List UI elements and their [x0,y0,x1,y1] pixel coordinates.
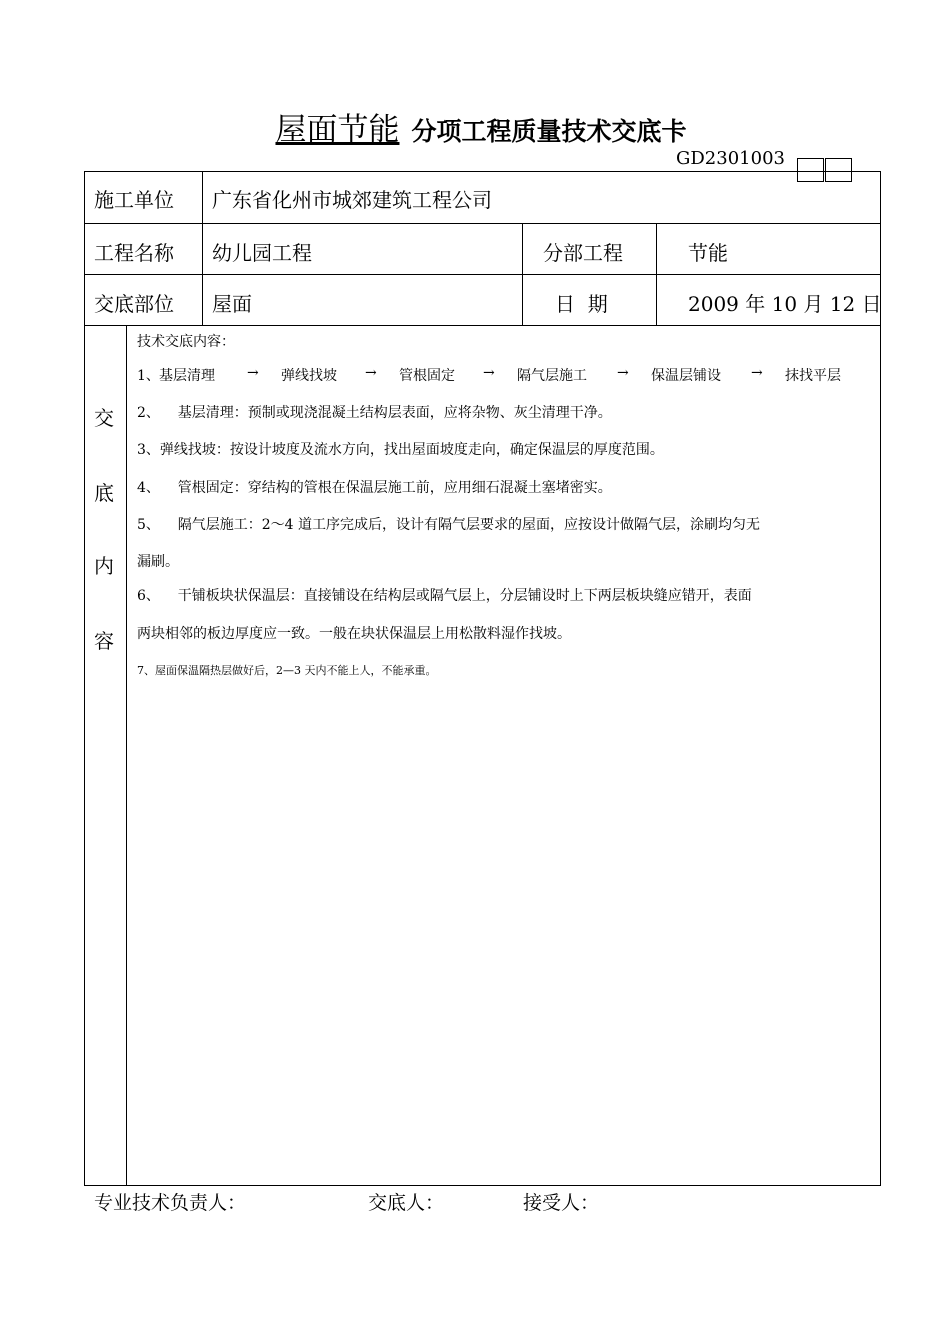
col-divider-right [656,223,657,325]
date-label: 日 期 [555,292,608,316]
form-table [84,171,881,1186]
item-5-line-2: 漏刷。 [137,554,179,570]
discloser-signature-label: 交底人： [368,1192,445,1214]
side-label-char-2: 底 [94,481,114,505]
arrow-icon: → [751,365,763,381]
row-divider-3 [84,325,881,326]
title-sub: 分项工程质量技术交底卡 [411,117,687,146]
part-label: 交底部位 [94,292,174,316]
part-value: 屋面 [212,292,252,316]
content-heading: 技术交底内容： [137,334,235,350]
step-1: 基层清理 [159,368,215,384]
side-label-char-3: 内 [94,554,114,578]
item-5-line-1: 5、 隔气层施工：2～4 道工序完成后，设计有隔气层要求的屋面，应按设计做隔气层，涂刷均匀无 [137,517,760,533]
row-divider-1 [84,223,881,224]
document-code: GD2301003 [676,148,785,169]
arrow-icon: → [247,365,259,381]
item-7: 7、屋面保温隔热层做好后，2—3 天内不能上人，不能承重。 [137,664,437,677]
item-3: 3、弹线找坡：按设计坡度及流水方向，找出屋面坡度走向，确定保温层的厚度范围。 [137,442,664,458]
step-5: 保温层铺设 [651,368,721,384]
step-6: 抹找平层 [785,368,841,384]
project-label: 工程名称 [94,241,174,265]
receiver-signature-label: 接受人： [523,1192,600,1214]
col-divider-side [126,325,127,1186]
arrow-icon: → [617,365,629,381]
row-divider-2 [84,274,881,275]
side-label-char-4: 容 [94,629,114,653]
date-value: 2009 年 10 月 12 日 [688,292,882,316]
side-label-char-1: 交 [94,406,114,430]
project-value: 幼儿园工程 [212,241,312,265]
unit-value: 广东省化州市城郊建筑工程公司 [212,188,492,212]
arrow-icon: → [365,365,377,381]
step-prefix: 1、 [137,368,160,384]
step-3: 管根固定 [399,368,455,384]
item-2: 2、 基层清理：预制或现浇混凝土结构层表面，应将杂物、灰尘清理干净。 [137,405,612,421]
col-divider-mid [522,223,523,325]
step-2: 弹线找坡 [281,368,337,384]
unit-label: 施工单位 [94,188,174,212]
division-value: 节能 [688,241,728,265]
arrow-icon: → [483,365,495,381]
tech-lead-signature-label: 专业技术负责人： [94,1192,247,1214]
division-label: 分部工程 [543,241,623,265]
item-6-line-2: 两块相邻的板边厚度应一致。一般在块状保温层上用松散料湿作找坡。 [137,626,571,642]
step-4: 隔气层施工 [517,368,587,384]
item-4: 4、 管根固定：穿结构的管根在保温层施工前，应用细石混凝土塞堵密实。 [137,480,612,496]
title-main: 屋面节能 [275,112,400,148]
col-divider-label [202,171,203,325]
document-title [0,104,950,149]
item-6-line-1: 6、 干铺板块状保温层：直接铺设在结构层或隔气层上，分层铺设时上下两层板块缝应错开，表面 [137,588,752,604]
